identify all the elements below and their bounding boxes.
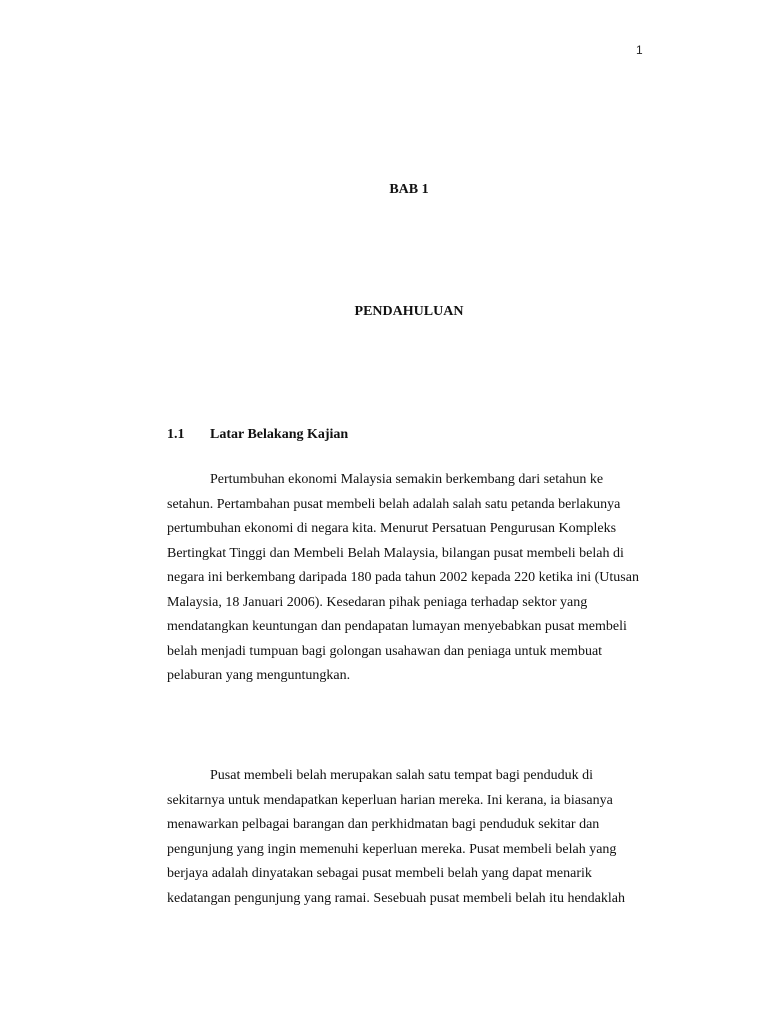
paragraph-line: kedatangan pengunjung yang ramai. Sesebuah pusat membeli belah itu hendaklah — [167, 890, 625, 906]
paragraph-line: menawarkan pelbagai barangan dan perkhidmatan bagi penduduk sekitar dan — [167, 817, 600, 832]
paragraph-line: Bertingkat Tinggi dan Membeli Belah Malaysia, bilangan pusat membeli belah di — [167, 545, 624, 561]
paragraph-line: Pusat membeli belah merupakan salah satu tempat bagi penduduk di — [210, 768, 593, 783]
paragraph-line: pelaburan yang menguntungkan. — [167, 668, 351, 683]
page-number: 1 — [636, 43, 643, 57]
paragraph — [167, 764, 647, 911]
paragraph-line: berjaya adalah dinyatakan sebagai pusat membeli belah yang dapat menarik — [167, 866, 592, 881]
section-title: Latar Belakang Kajian — [210, 427, 349, 442]
paragraph-line: belah menjadi tumpuan bagi golongan usahawan dan peniaga untuk membuat — [167, 643, 603, 659]
paragraph-line: pengunjung yang ingin memenuhi keperluan mereka. Pusat membeli belah yang — [167, 841, 617, 857]
chapter-label: BAB 1 — [389, 182, 429, 197]
chapter-title: PENDAHULUAN — [354, 304, 464, 319]
paragraph-line: Pertumbuhan ekonomi Malaysia semakin berkembang dari setahun ke — [210, 472, 604, 487]
paragraph-line: Malaysia, 18 Januari 2006). Kesedaran pihak peniaga terhadap sektor yang — [167, 594, 588, 610]
paragraph-line: negara ini berkembang daripada 180 pada tahun 2002 kepada 220 ketika ini (Utusan — [167, 570, 639, 585]
paragraph-line: setahun. Pertambahan pusat membeli belah adalah salah satu petanda berlakunya — [167, 496, 621, 512]
section-heading — [167, 427, 348, 443]
section-number: 1.1 — [167, 427, 185, 442]
paragraph-line: sekitarnya untuk mendapatkan keperluan harian mereka. Ini kerana, ia biasanya — [167, 792, 613, 808]
paragraph-line: pertumbuhan ekonomi di negara kita. Menurut Persatuan Pengurusan Kompleks — [167, 521, 617, 536]
paragraph — [167, 468, 647, 689]
paragraph-line: mendatangkan keuntungan dan pendapatan lumayan menyebabkan pusat membeli — [167, 619, 627, 634]
